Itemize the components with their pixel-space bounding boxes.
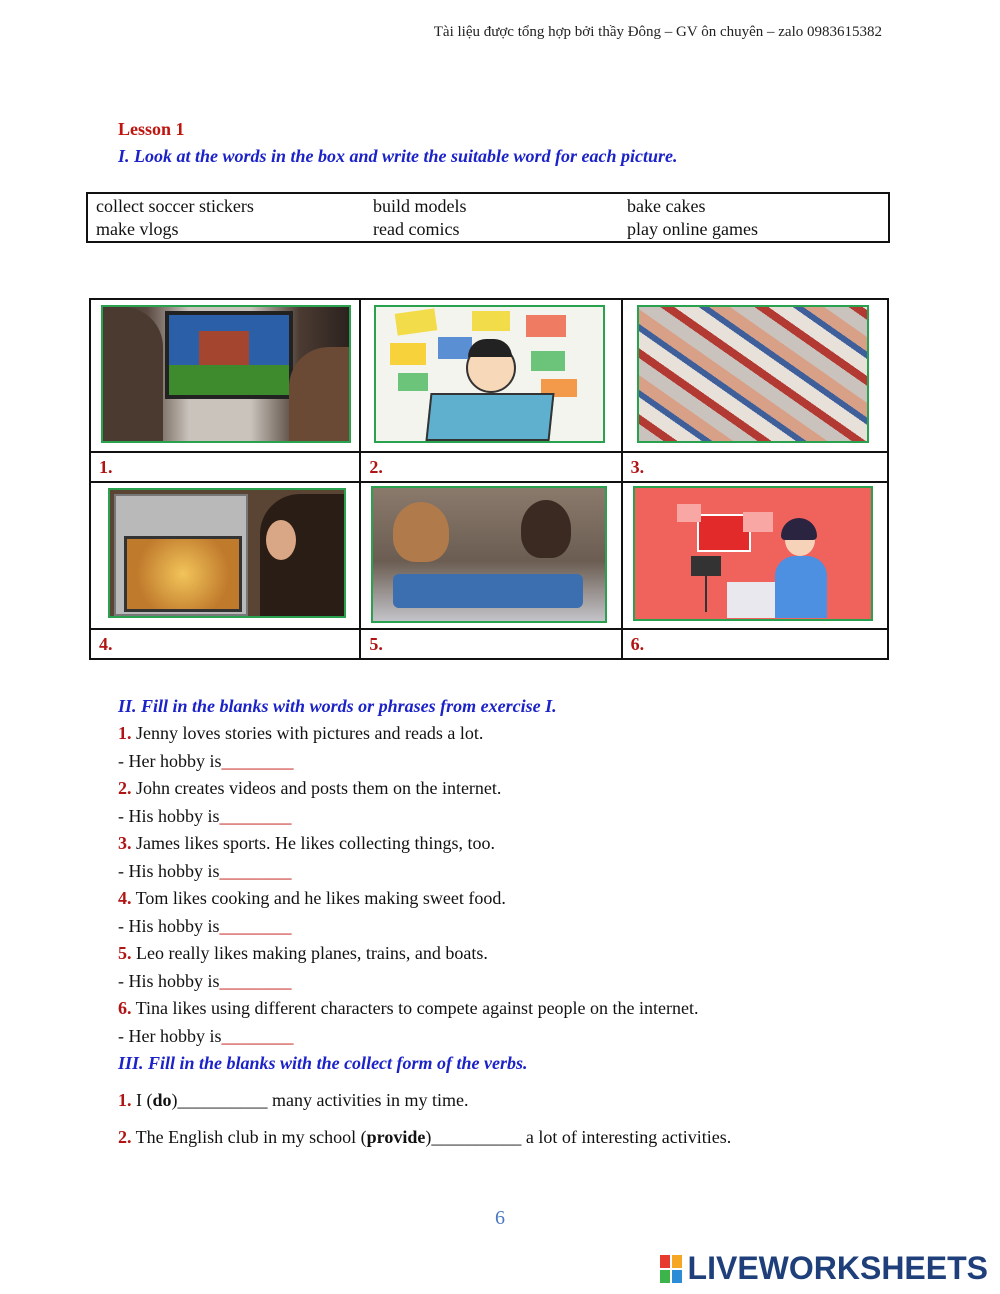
picture-number-5: 5. [360, 629, 621, 659]
question-number: 1. [118, 1090, 132, 1110]
answer-blank[interactable]: ________ [219, 971, 292, 991]
word-option: read comics [373, 219, 460, 239]
answer-blank[interactable]: ________ [221, 1026, 294, 1046]
answer-prefix: - Her hobby is [118, 751, 222, 771]
word-option: play online games [627, 219, 758, 239]
exercise-2-question [118, 723, 483, 744]
computer-screen [165, 311, 293, 399]
word-option: bake cakes [627, 196, 706, 216]
soccer-stickers-image [637, 305, 869, 443]
question-number: 5. [118, 943, 132, 963]
lesson-title: Lesson 1 [118, 119, 185, 139]
question-number: 3. [118, 833, 132, 853]
liveworksheets-logo [660, 1250, 988, 1287]
exercise-2-answer-line [118, 806, 292, 827]
question-number: 2. [118, 1127, 132, 1147]
boy-reading-comic-image [374, 305, 605, 443]
exercise-1-instruction: I. Look at the words in the box and write the suitable word for each picture. [118, 146, 678, 166]
answer-prefix: - His hobby is [118, 806, 220, 826]
question-text: Leo really likes making planes, trains, and boats. [131, 943, 488, 963]
question-text: The English club in my school ( [131, 1127, 367, 1147]
exercise-2-answer-line [118, 971, 292, 992]
exercise-2-question [118, 998, 699, 1019]
question-text: John creates videos and posts them on the internet. [131, 778, 502, 798]
word-option: build models [373, 196, 467, 216]
question-text: Tina likes using different characters to compete against people on the internet. [131, 998, 699, 1018]
exercise-2-answer-line [118, 751, 293, 772]
answer-blank[interactable]: ________ [219, 806, 292, 826]
exercise-3-instruction: III. Fill in the blanks with the collect form of the verbs. [118, 1053, 528, 1073]
question-text: Tom likes cooking and he likes making sweet food. [131, 888, 506, 908]
woman-baking-oven-image [108, 488, 346, 618]
question-text: Jenny loves stories with pictures and reads a lot. [131, 723, 484, 743]
verb: provide [366, 1127, 426, 1147]
answer-prefix: - His hobby is [118, 861, 220, 881]
answer-prefix: - His hobby is [118, 971, 220, 991]
exercise-2-question [118, 778, 501, 799]
exercise-2-question [118, 888, 506, 909]
picture-number-2: 2. [360, 452, 621, 482]
exercise-2-question [118, 943, 488, 964]
exercise-2-answer-line [118, 861, 292, 882]
verb: do [152, 1090, 172, 1110]
picture-number-3: 3. [622, 452, 888, 482]
exercise-2-answer-line [118, 916, 292, 937]
word-box [86, 192, 890, 243]
picture-cell-2 [360, 299, 621, 452]
exercise-3-question [118, 1127, 731, 1148]
picture-cell-4 [90, 482, 360, 629]
vlogger-illustration-image [633, 486, 873, 621]
question-blank-text[interactable]: )__________ a lot of interesting activities. [425, 1127, 732, 1147]
question-number: 6. [118, 998, 132, 1018]
exercise-2-answer-line [118, 1026, 293, 1047]
picture-cell-1 [90, 299, 360, 452]
answer-prefix: - Her hobby is [118, 1026, 222, 1046]
logo-mark-icon [660, 1255, 682, 1283]
word-option: collect soccer stickers [96, 196, 254, 216]
boys-building-model-image [371, 486, 607, 623]
answer-prefix: - His hobby is [118, 916, 220, 936]
picture-table [89, 298, 889, 660]
question-blank-text[interactable]: )__________ many activities in my time. [171, 1090, 469, 1110]
picture-number-1: 1. [90, 452, 360, 482]
picture-number-6: 6. [622, 629, 888, 659]
word-option: make vlogs [96, 219, 179, 239]
question-number: 4. [118, 888, 132, 908]
answer-blank[interactable]: ________ [219, 916, 292, 936]
oven [114, 494, 248, 616]
page-number: 6 [495, 1207, 505, 1229]
question-text: I ( [131, 1090, 153, 1110]
picture-cell-5 [360, 482, 621, 629]
question-text: James likes sports. He likes collecting things, too. [131, 833, 495, 853]
question-number: 1. [118, 723, 132, 743]
question-number: 2. [118, 778, 132, 798]
picture-number-4: 4. [90, 629, 360, 659]
exercise-2-instruction: II. Fill in the blanks with words or phrases from exercise I. [118, 696, 557, 716]
exercise-2-question [118, 833, 495, 854]
picture-cell-6 [622, 482, 888, 629]
exercise-3-question [118, 1090, 468, 1111]
document-header: Tài liệu được tổng hợp bởi thầy Đông – GV ôn chuyên – zalo 0983615382 [433, 24, 882, 40]
answer-blank[interactable]: ________ [221, 751, 294, 771]
picture-cell-3 [622, 299, 888, 452]
logo-text: LIVEWORKSHEETS [687, 1250, 988, 1286]
answer-blank[interactable]: ________ [219, 861, 292, 881]
kids-playing-computer-game-image [101, 305, 351, 443]
